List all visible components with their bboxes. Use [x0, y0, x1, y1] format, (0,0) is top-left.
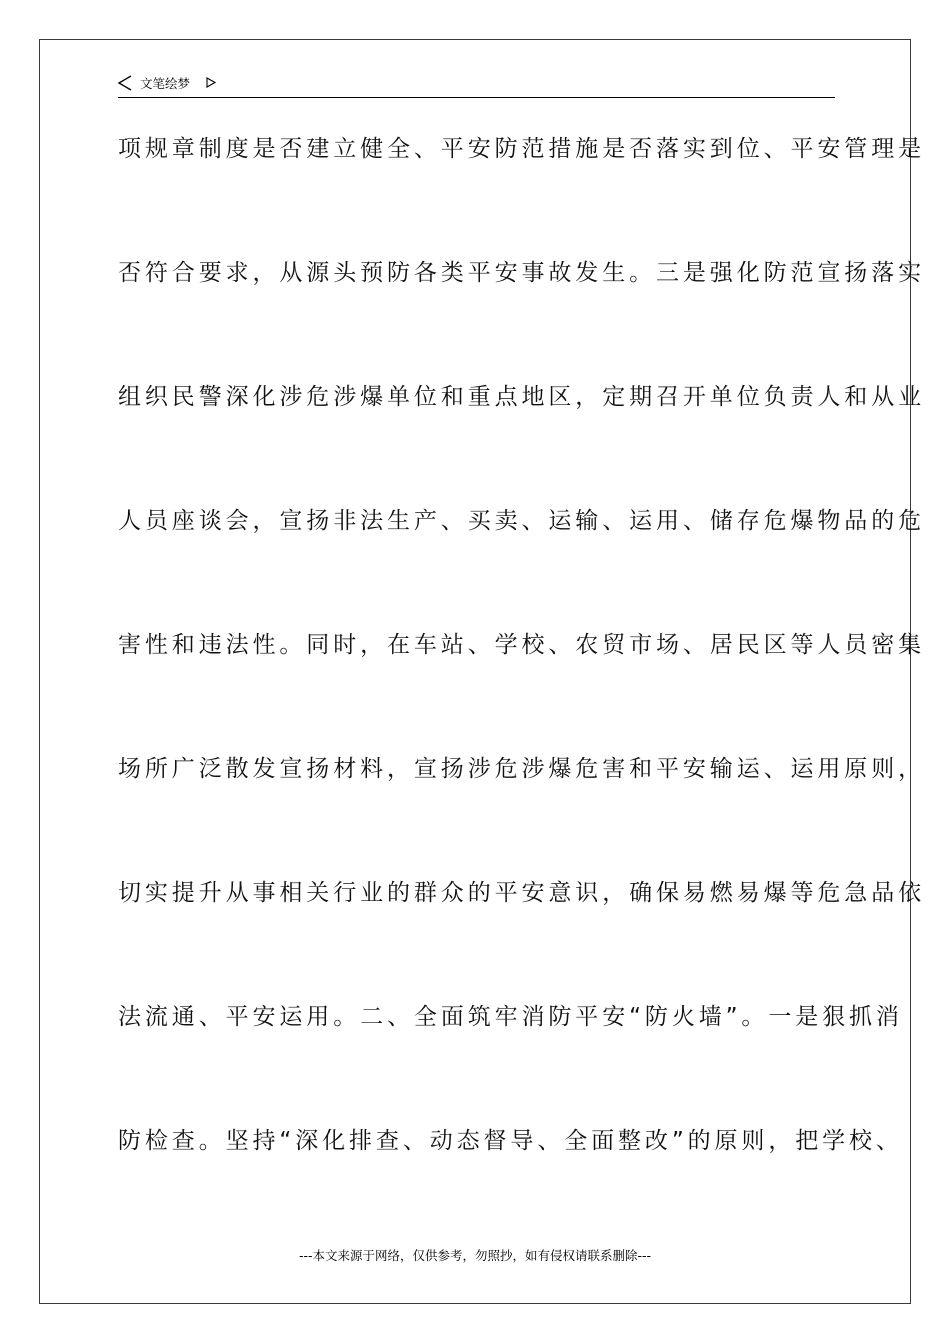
page-border: [39, 39, 925, 1304]
body-line-2: 否符合要求，从源头预防各类平安事故发生。三是强化防范宣扬落实: [118, 260, 925, 286]
body-line-4: 人员座谈会，宣扬非法生产、买卖、运输、运用、储存危爆物品的危: [118, 508, 925, 534]
body-line-6: 场所广泛散发宣扬材料，宣扬涉危涉爆危害和平安输运、运用原则，: [118, 756, 925, 782]
body-line-7: 切实提升从事相关行业的群众的平安意识，确保易燃易爆等危急品依: [118, 880, 925, 906]
body-line-3: 组织民警深化涉危涉爆单位和重点地区，定期召开单位负责人和从业: [118, 384, 925, 410]
footer-disclaimer: ---本文来源于网络，仅供参考，勿照抄，如有侵权请联系删除---: [298, 1248, 652, 1263]
body-line-9: 防检查。坚持“深化排查、动态督导、全面整改”的原则，把学校、: [118, 1128, 903, 1154]
body-line-1: 项规章制度是否建立健全、平安防范措施是否落实到位、平安管理是: [118, 136, 925, 162]
page-header: [118, 72, 835, 98]
body-line-5: 害性和违法性。同时，在车站、学校、农贸市场、居民区等人员密集: [118, 632, 925, 658]
body-line-8: 法流通、平安运用。二、全面筑牢消防平安“防火墙”。一是狠抓消: [118, 1004, 903, 1030]
triangle-left-icon: [118, 75, 132, 91]
header-title: 文笔绘梦: [140, 76, 191, 91]
triangle-right-icon: [206, 77, 216, 88]
